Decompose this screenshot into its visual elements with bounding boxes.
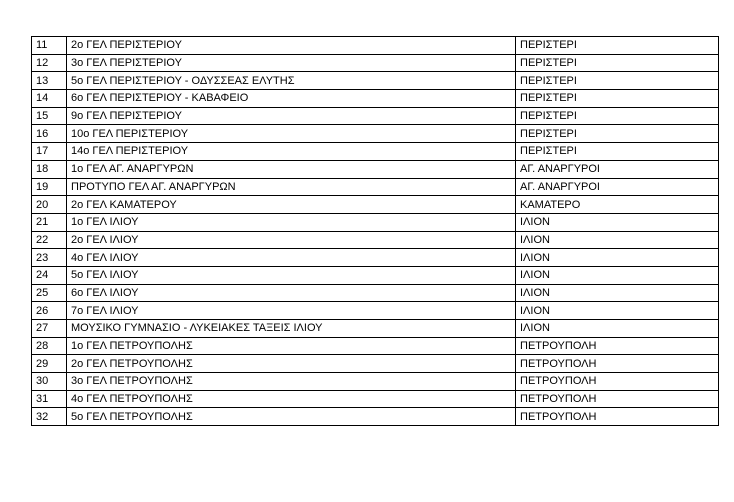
city-name: ΠΕΡΙΣΤΕΡΙ <box>516 107 719 125</box>
city-name: ΠΕΤΡΟΥΠΟΛΗ <box>516 390 719 408</box>
table-row <box>32 390 719 408</box>
city-name: ΙΛΙΟΝ <box>516 213 719 231</box>
row-number: 28 <box>32 337 67 355</box>
table-row <box>32 213 719 231</box>
school-name: 3ο ΓΕΛ ΠΕΤΡΟΥΠΟΛΗΣ <box>67 373 516 391</box>
school-name: 9ο ΓΕΛ ΠΕΡΙΣΤΕΡΙΟΥ <box>67 107 516 125</box>
table-row <box>32 54 719 72</box>
school-name: 2ο ΓΕΛ ΚΑΜΑΤΕΡΟΥ <box>67 196 516 214</box>
table-row <box>32 408 719 426</box>
table-row <box>32 231 719 249</box>
table-row <box>32 143 719 161</box>
row-number: 16 <box>32 125 67 143</box>
city-name: ΠΕΡΙΣΤΕΡΙ <box>516 54 719 72</box>
table-row <box>32 355 719 373</box>
school-name: 1ο ΓΕΛ ΙΛΙΟΥ <box>67 213 516 231</box>
row-number: 15 <box>32 107 67 125</box>
table-row <box>32 337 719 355</box>
city-name: ΠΕΡΙΣΤΕΡΙ <box>516 143 719 161</box>
row-number: 24 <box>32 266 67 284</box>
row-number: 23 <box>32 249 67 267</box>
schools-table <box>31 36 719 426</box>
row-number: 27 <box>32 320 67 338</box>
city-name: ΠΕΤΡΟΥΠΟΛΗ <box>516 337 719 355</box>
table-row <box>32 302 719 320</box>
city-name: ΠΕΡΙΣΤΕΡΙ <box>516 37 719 55</box>
table-row <box>32 125 719 143</box>
school-name: 5ο ΓΕΛ ΙΛΙΟΥ <box>67 266 516 284</box>
city-name: ΠΕΤΡΟΥΠΟΛΗ <box>516 355 719 373</box>
table-row <box>32 90 719 108</box>
table-row <box>32 107 719 125</box>
school-name: ΜΟΥΣΙΚΟ ΓΥΜΝΑΣΙΟ - ΛΥΚΕΙΑΚΕΣ ΤΑΞΕΙΣ ΙΛΙΟΥ <box>67 320 516 338</box>
city-name: ΙΛΙΟΝ <box>516 231 719 249</box>
city-name: ΠΕΤΡΟΥΠΟΛΗ <box>516 408 719 426</box>
school-name: 7ο ΓΕΛ ΙΛΙΟΥ <box>67 302 516 320</box>
row-number: 32 <box>32 408 67 426</box>
row-number: 18 <box>32 160 67 178</box>
school-name: 3ο ΓΕΛ ΠΕΡΙΣΤΕΡΙΟΥ <box>67 54 516 72</box>
school-name: ΠΡΟΤΥΠΟ ΓΕΛ ΑΓ. ΑΝΑΡΓΥΡΩΝ <box>67 178 516 196</box>
table-row <box>32 178 719 196</box>
schools-table-body <box>32 37 719 426</box>
table-row <box>32 196 719 214</box>
school-name: 1ο ΓΕΛ ΑΓ. ΑΝΑΡΓΥΡΩΝ <box>67 160 516 178</box>
table-row <box>32 37 719 55</box>
city-name: ΙΛΙΟΝ <box>516 302 719 320</box>
city-name: ΠΕΡΙΣΤΕΡΙ <box>516 125 719 143</box>
school-name: 14ο ΓΕΛ ΠΕΡΙΣΤΕΡΙΟΥ <box>67 143 516 161</box>
table-row <box>32 249 719 267</box>
row-number: 21 <box>32 213 67 231</box>
row-number: 30 <box>32 373 67 391</box>
city-name: ΙΛΙΟΝ <box>516 266 719 284</box>
row-number: 14 <box>32 90 67 108</box>
row-number: 13 <box>32 72 67 90</box>
school-name: 2ο ΓΕΛ ΠΕΤΡΟΥΠΟΛΗΣ <box>67 355 516 373</box>
school-name: 5ο ΓΕΛ ΠΕΤΡΟΥΠΟΛΗΣ <box>67 408 516 426</box>
school-name: 4ο ΓΕΛ ΙΛΙΟΥ <box>67 249 516 267</box>
city-name: ΑΓ. ΑΝΑΡΓΥΡΟΙ <box>516 178 719 196</box>
school-name: 2ο ΓΕΛ ΠΕΡΙΣΤΕΡΙΟΥ <box>67 37 516 55</box>
city-name: ΙΛΙΟΝ <box>516 249 719 267</box>
school-name: 6ο ΓΕΛ ΙΛΙΟΥ <box>67 284 516 302</box>
school-name: 6ο ΓΕΛ ΠΕΡΙΣΤΕΡΙΟΥ - ΚΑΒΑΦΕΙΟ <box>67 90 516 108</box>
row-number: 26 <box>32 302 67 320</box>
school-name: 5ο ΓΕΛ ΠΕΡΙΣΤΕΡΙΟΥ - ΟΔΥΣΣΕΑΣ ΕΛΥΤΗΣ <box>67 72 516 90</box>
city-name: ΑΓ. ΑΝΑΡΓΥΡΟΙ <box>516 160 719 178</box>
city-name: ΙΛΙΟΝ <box>516 284 719 302</box>
row-number: 17 <box>32 143 67 161</box>
table-row <box>32 284 719 302</box>
row-number: 22 <box>32 231 67 249</box>
table-row <box>32 160 719 178</box>
row-number: 19 <box>32 178 67 196</box>
row-number: 31 <box>32 390 67 408</box>
school-name: 1ο ΓΕΛ ΠΕΤΡΟΥΠΟΛΗΣ <box>67 337 516 355</box>
city-name: ΠΕΡΙΣΤΕΡΙ <box>516 90 719 108</box>
table-row <box>32 320 719 338</box>
school-name: 2ο ΓΕΛ ΙΛΙΟΥ <box>67 231 516 249</box>
city-name: ΠΕΤΡΟΥΠΟΛΗ <box>516 373 719 391</box>
school-name: 4ο ΓΕΛ ΠΕΤΡΟΥΠΟΛΗΣ <box>67 390 516 408</box>
school-name: 10ο ΓΕΛ ΠΕΡΙΣΤΕΡΙΟΥ <box>67 125 516 143</box>
row-number: 11 <box>32 37 67 55</box>
table-row <box>32 266 719 284</box>
city-name: ΚΑΜΑΤΕΡΟ <box>516 196 719 214</box>
row-number: 12 <box>32 54 67 72</box>
row-number: 25 <box>32 284 67 302</box>
table-row <box>32 72 719 90</box>
row-number: 29 <box>32 355 67 373</box>
row-number: 20 <box>32 196 67 214</box>
city-name: ΙΛΙΟΝ <box>516 320 719 338</box>
city-name: ΠΕΡΙΣΤΕΡΙ <box>516 72 719 90</box>
table-row <box>32 373 719 391</box>
